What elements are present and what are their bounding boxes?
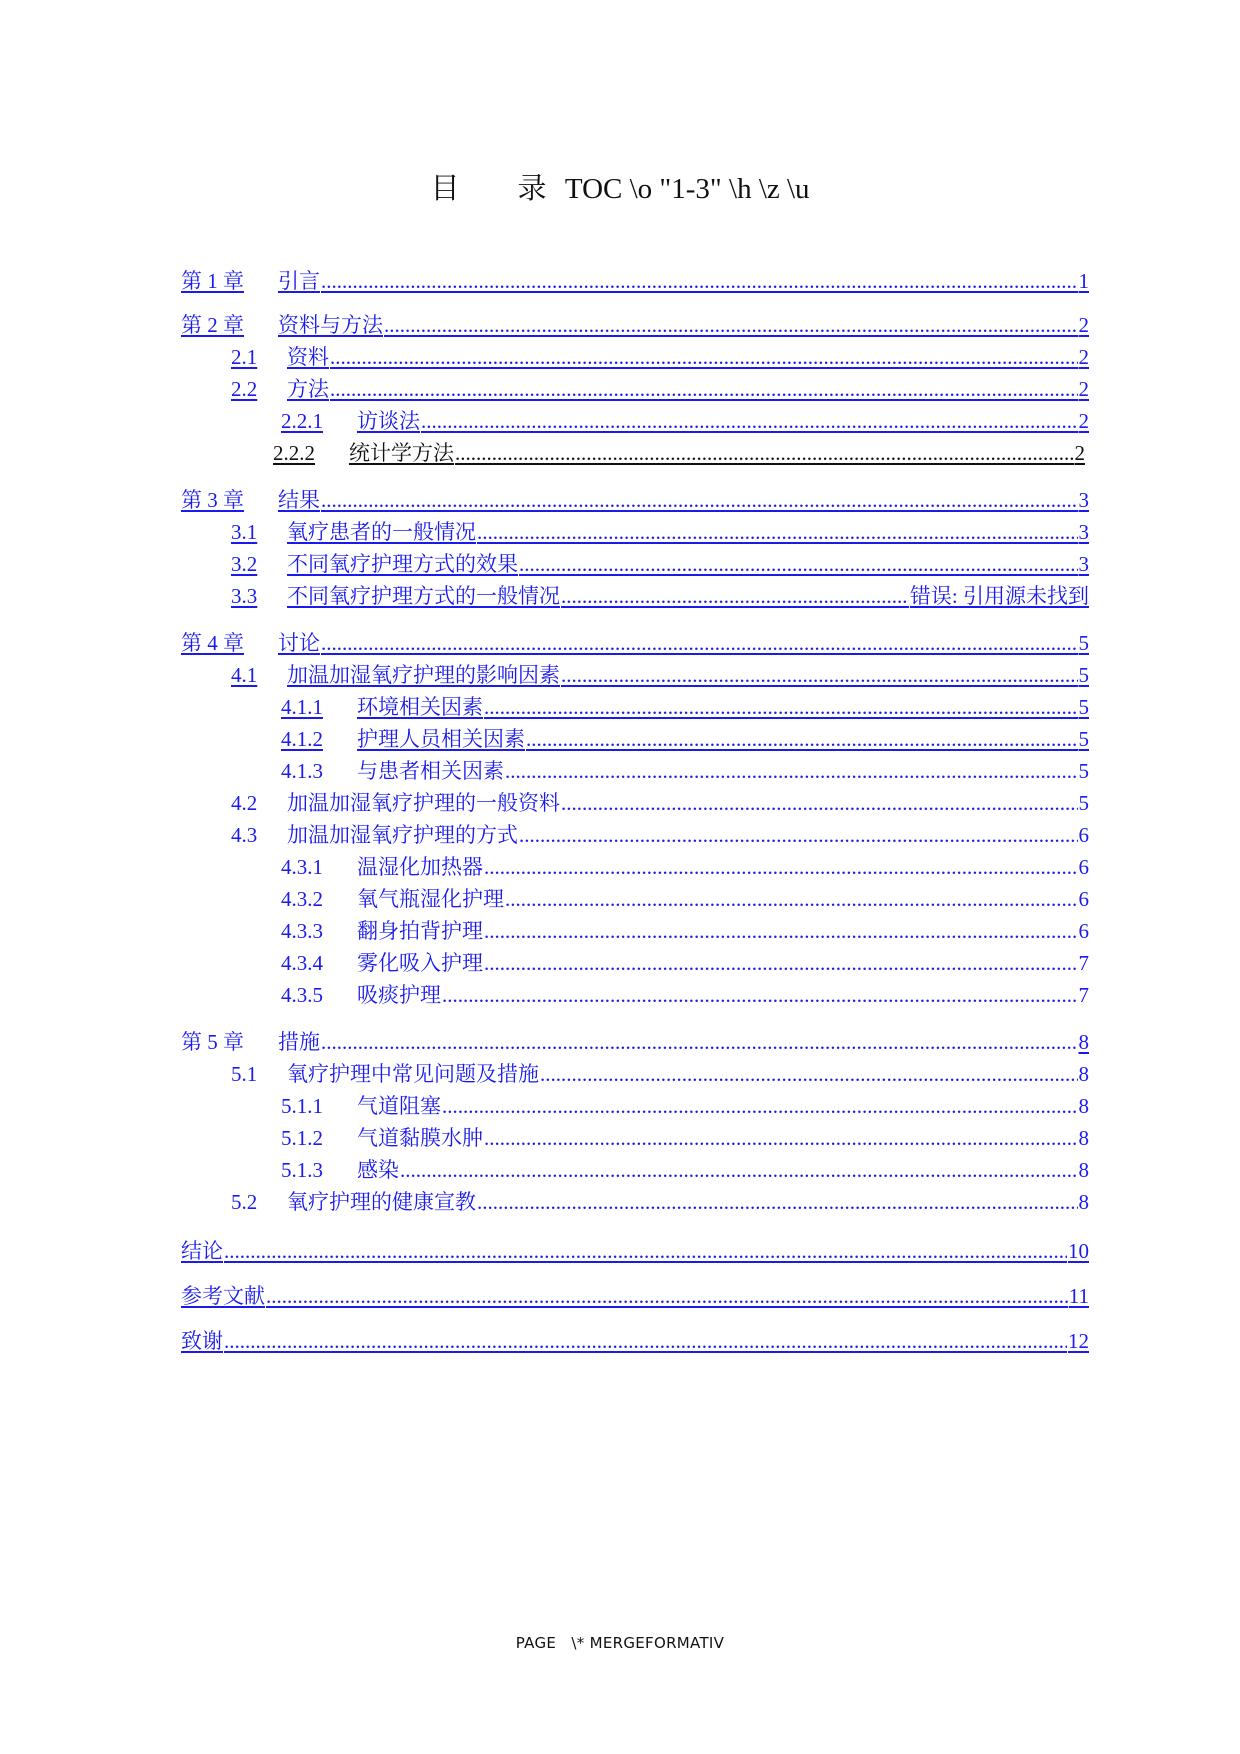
- toc-entry-page: 6: [1078, 919, 1089, 943]
- toc-entry-page: 8: [1078, 1094, 1089, 1118]
- toc-entry-number: 2.2: [231, 377, 258, 401]
- toc-entry-4-2[interactable]: [231, 788, 1089, 818]
- toc-entry-number: 4.3: [231, 823, 258, 847]
- toc-entry-page: 2: [1074, 441, 1085, 465]
- toc-entry-number: 4.3.3: [281, 919, 323, 943]
- toc-entry-page: 5: [1078, 759, 1089, 783]
- toc-leader-dots: [484, 1123, 1078, 1153]
- toc-leader-dots: [321, 628, 1078, 658]
- toc-entry-page: 2: [1078, 409, 1089, 433]
- toc-entry-label: 访谈法: [357, 409, 420, 433]
- toc-entry-page: 5: [1078, 631, 1089, 655]
- toc-entry-label: 吸痰护理: [357, 983, 441, 1007]
- toc-entry-page: 8: [1078, 1062, 1089, 1086]
- toc-entry-4-3-5[interactable]: [281, 980, 1089, 1010]
- toc-entry-label: 感染: [357, 1158, 399, 1182]
- toc-leader-dots: [330, 374, 1078, 404]
- toc-entry-page: 8: [1078, 1158, 1089, 1182]
- toc-entry-page: 3: [1078, 552, 1089, 576]
- toc-entry-number: 4.1: [231, 663, 258, 687]
- toc-entry-label: 翻身拍背护理: [357, 919, 483, 943]
- toc-entry-2-2-1[interactable]: [281, 406, 1089, 436]
- toc-entry-page: 7: [1078, 983, 1089, 1007]
- toc-entry-page: 12: [1068, 1329, 1089, 1353]
- toc-entry-4-3-4[interactable]: [281, 948, 1089, 978]
- toc-leader-dots: [519, 820, 1078, 850]
- toc-entry-page: 2: [1078, 313, 1089, 337]
- toc-entry-page: 6: [1078, 855, 1089, 879]
- toc-entry-label: 引言: [278, 269, 320, 293]
- toc-entry-label: 气道黏膜水肿: [357, 1126, 483, 1150]
- toc-entry-number: 4.3.1: [281, 855, 323, 879]
- toc-leader-dots: [224, 1326, 1067, 1356]
- toc-entry-number: 第 5 章: [181, 1030, 244, 1054]
- toc-entry-number: 4.2: [231, 791, 258, 815]
- toc-entry-page: 6: [1078, 823, 1089, 847]
- toc-leader-dots: [561, 788, 1078, 818]
- toc-entry-number: 第 1 章: [181, 269, 244, 293]
- toc-entry-number: 4.1.1: [281, 695, 323, 719]
- toc-entry-4-3-1[interactable]: [281, 852, 1089, 882]
- toc-entry-5-1-3[interactable]: [281, 1155, 1089, 1185]
- toc-entry-number: 5.1.3: [281, 1158, 323, 1182]
- toc-entry-label: 温湿化加热器: [357, 855, 483, 879]
- toc-leader-dots: [484, 916, 1078, 946]
- toc-entry-2-2[interactable]: [231, 374, 1089, 404]
- toc-entry-label: 雾化吸入护理: [357, 951, 483, 975]
- toc-leader-dots: [321, 485, 1078, 515]
- toc-entry-page: 3: [1078, 488, 1089, 512]
- toc-leader-dots: [484, 948, 1078, 978]
- toc-leader-dots: [477, 517, 1078, 547]
- toc-entry-number: 5.1.2: [281, 1126, 323, 1150]
- toc-entry-page: 7: [1078, 951, 1089, 975]
- toc-entry-chapter-4[interactable]: [181, 628, 1089, 658]
- toc-entry-number: 5.1.1: [281, 1094, 323, 1118]
- toc-entry-number: 4.3.2: [281, 887, 323, 911]
- toc-entry-number: 2.2.1: [281, 409, 323, 433]
- toc-leader-dots: [330, 342, 1078, 372]
- toc-leader-dots: [505, 756, 1078, 786]
- toc-entry-4-1-3[interactable]: [281, 756, 1089, 786]
- toc-entry-page: 5: [1078, 663, 1089, 687]
- toc-entry-number: 2.1: [231, 345, 258, 369]
- toc-entry-5-1-1[interactable]: [281, 1091, 1089, 1121]
- toc-leader-dots: [442, 980, 1078, 1010]
- toc-entry-page: 11: [1068, 1284, 1089, 1308]
- toc-entry-page: 3: [1078, 520, 1089, 544]
- toc-entry-page: 5: [1078, 727, 1089, 751]
- toc-entry-4-1[interactable]: [231, 660, 1089, 690]
- toc-entry-label: 措施: [278, 1030, 320, 1054]
- toc-leader-dots: [321, 266, 1078, 296]
- toc-entry-4-1-1[interactable]: [281, 692, 1089, 722]
- toc-entry-2-1[interactable]: [231, 342, 1089, 372]
- toc-entry-page: 5: [1078, 695, 1089, 719]
- toc-entry-5-1[interactable]: [231, 1059, 1089, 1089]
- toc-entry-page: 6: [1078, 887, 1089, 911]
- toc-entry-chapter-1[interactable]: [181, 266, 1089, 296]
- toc-entry-label: 资料与方法: [278, 313, 383, 337]
- toc-entry-label: 加温加湿氧疗护理的影响因素: [287, 663, 560, 687]
- toc-entry-label: 护理人员相关因素: [357, 727, 525, 751]
- toc-entry-2-2-2[interactable]: [273, 438, 1085, 468]
- toc-entry-page-error: 错误: 引用源未找到: [909, 584, 1089, 608]
- toc-entry-label: 与患者相关因素: [357, 759, 504, 783]
- toc-leader-dots: [266, 1281, 1068, 1311]
- toc-leader-dots: [561, 660, 1078, 690]
- toc-entry-5-1-2[interactable]: [281, 1123, 1089, 1153]
- toc-entry-5-2[interactable]: [231, 1187, 1089, 1217]
- toc-leader-dots: [384, 310, 1078, 340]
- toc-entry-label: 氧气瓶湿化护理: [357, 887, 504, 911]
- toc-entry-references[interactable]: [181, 1281, 1089, 1311]
- toc-leader-dots: [421, 406, 1078, 436]
- toc-entry-3-2[interactable]: [231, 549, 1089, 579]
- toc-leader-dots: [526, 724, 1078, 754]
- toc-entry-label: 加温加湿氧疗护理的方式: [287, 823, 518, 847]
- toc-leader-dots: [400, 1155, 1078, 1185]
- toc-entry-page: 2: [1078, 345, 1089, 369]
- toc-entry-label: 参考文献: [181, 1284, 265, 1308]
- toc-leader-dots: [484, 852, 1078, 882]
- toc-entry-number: 5.1: [231, 1062, 258, 1086]
- toc-leader-dots: [561, 581, 909, 611]
- toc-entry-number: 第 2 章: [181, 313, 244, 337]
- toc-entry-label: 资料: [287, 345, 329, 369]
- toc-title-text: 目 录: [430, 171, 547, 205]
- toc-entry-number: 4.1.3: [281, 759, 323, 783]
- toc-entry-number: 3.3: [231, 584, 258, 608]
- toc-entry-acknowledgements[interactable]: [181, 1326, 1089, 1356]
- toc-entry-label: 不同氧疗护理方式的效果: [287, 552, 518, 576]
- toc-leader-dots: [224, 1236, 1067, 1266]
- toc-entry-4-3-3[interactable]: [281, 916, 1089, 946]
- toc-entry-label: 致谢: [181, 1329, 223, 1353]
- toc-leader-dots: [455, 438, 1074, 468]
- toc-entry-page: 1: [1078, 269, 1089, 293]
- toc-leader-dots: [477, 1187, 1078, 1217]
- toc-entry-3-1[interactable]: [231, 517, 1089, 547]
- toc-leader-dots: [321, 1027, 1078, 1057]
- toc-entry-page: 10: [1068, 1239, 1089, 1263]
- toc-entry-page: 8: [1078, 1030, 1089, 1054]
- toc-entry-number: 4.3.5: [281, 983, 323, 1007]
- toc-entry-chapter-3[interactable]: [181, 485, 1089, 515]
- toc-entry-label: 讨论: [278, 631, 320, 655]
- toc-entry-chapter-5[interactable]: [181, 1027, 1089, 1057]
- toc-entry-number: 第 3 章: [181, 488, 244, 512]
- toc-entry-label: 结果: [278, 488, 320, 512]
- toc-leader-dots: [442, 1091, 1078, 1121]
- toc-entry-page: 8: [1078, 1190, 1089, 1214]
- toc-entry-label: 方法: [287, 377, 329, 401]
- toc-leader-dots: [540, 1059, 1078, 1089]
- toc-entry-page: 5: [1078, 791, 1089, 815]
- toc-entry-label: 氧疗患者的一般情况: [287, 520, 476, 544]
- toc-entry-number: 4.1.2: [281, 727, 323, 751]
- toc-entry-4-3[interactable]: [231, 820, 1089, 850]
- toc-field-code: TOC \o "1-3" \h \z \u: [564, 173, 810, 205]
- toc-entry-label: 加温加湿氧疗护理的一般资料: [287, 791, 560, 815]
- toc-entry-page: 8: [1078, 1126, 1089, 1150]
- toc-leader-dots: [484, 692, 1078, 722]
- toc-entry-label: 气道阻塞: [357, 1094, 441, 1118]
- toc-entry-number: 2.2.2: [273, 441, 315, 465]
- toc-entry-label: 氧疗护理中常见问题及措施: [287, 1062, 539, 1086]
- toc-entry-number: 4.3.4: [281, 951, 323, 975]
- toc-entry-number: 第 4 章: [181, 631, 244, 655]
- toc-entry-conclusion[interactable]: [181, 1236, 1089, 1266]
- page-footer-field: PAGE \* MERGEFORMATIV: [515, 1634, 725, 1652]
- toc-entry-4-3-2[interactable]: [281, 884, 1089, 914]
- toc-leader-dots: [505, 884, 1078, 914]
- toc-entry-number: 3.1: [231, 520, 258, 544]
- toc-entry-label: 不同氧疗护理方式的一般情况: [287, 584, 560, 608]
- toc-entry-number: 5.2: [231, 1190, 258, 1214]
- toc-entry-label: 氧疗护理的健康宣教: [287, 1190, 476, 1214]
- toc-entry-page: 2: [1078, 377, 1089, 401]
- toc-entry-label: 统计学方法: [349, 441, 454, 465]
- toc-entry-label: 环境相关因素: [357, 695, 483, 719]
- toc-entry-chapter-2[interactable]: [181, 310, 1089, 340]
- toc-entry-number: 3.2: [231, 552, 258, 576]
- toc-entry-4-1-2[interactable]: [281, 724, 1089, 754]
- toc-entry-3-3[interactable]: [231, 581, 1089, 611]
- toc-leader-dots: [519, 549, 1078, 579]
- toc-entry-label: 结论: [181, 1239, 223, 1263]
